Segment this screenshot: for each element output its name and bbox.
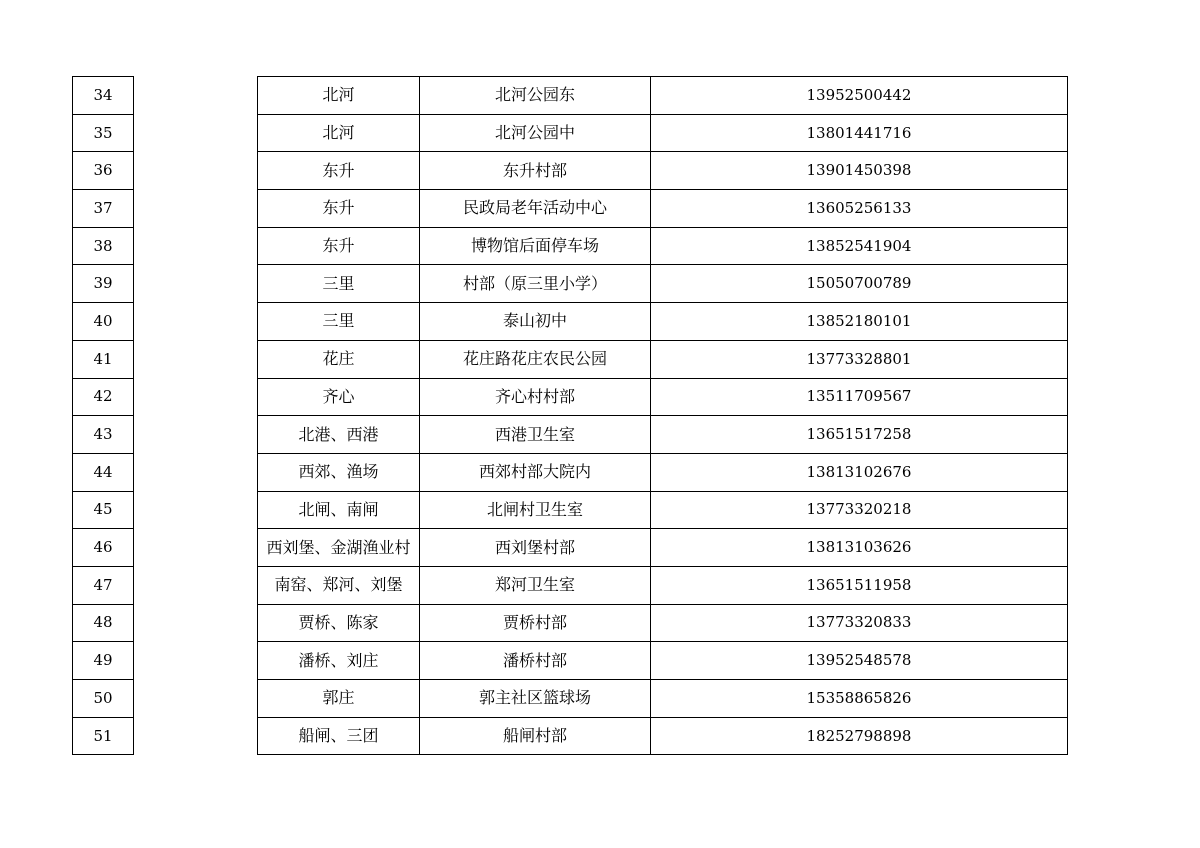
location-cell: 东升村部 <box>420 152 651 190</box>
phone-cell: 13651517258 <box>651 416 1068 454</box>
number-row <box>73 491 134 529</box>
row-number: 36 <box>73 152 134 190</box>
table-row <box>258 303 1068 341</box>
phone-cell: 13852541904 <box>651 227 1068 265</box>
phone-cell: 13773320833 <box>651 604 1068 642</box>
phone-cell: 13952548578 <box>651 642 1068 680</box>
area-cell: 潘桥、刘庄 <box>258 642 420 680</box>
number-row <box>73 303 134 341</box>
number-row <box>73 152 134 190</box>
row-number: 42 <box>73 378 134 416</box>
number-row <box>73 340 134 378</box>
site-contact-table <box>257 76 1068 755</box>
table-row <box>258 680 1068 718</box>
row-number: 43 <box>73 416 134 454</box>
row-number: 48 <box>73 604 134 642</box>
row-number: 50 <box>73 680 134 718</box>
number-row <box>73 680 134 718</box>
area-cell: 贾桥、陈家 <box>258 604 420 642</box>
table-row <box>258 604 1068 642</box>
table-row <box>258 77 1068 115</box>
location-cell: 村部（原三里小学） <box>420 265 651 303</box>
area-cell: 齐心 <box>258 378 420 416</box>
number-row <box>73 529 134 567</box>
area-cell: 西郊、渔场 <box>258 453 420 491</box>
number-row <box>73 265 134 303</box>
phone-cell: 13605256133 <box>651 190 1068 228</box>
area-cell: 北闸、南闸 <box>258 491 420 529</box>
table-row <box>258 717 1068 755</box>
row-number: 35 <box>73 114 134 152</box>
table-row <box>258 265 1068 303</box>
row-number: 34 <box>73 77 134 115</box>
table-row <box>258 152 1068 190</box>
row-number: 44 <box>73 453 134 491</box>
site-contact-body <box>258 77 1068 755</box>
area-cell: 船闸、三团 <box>258 717 420 755</box>
row-number-column <box>72 76 134 755</box>
area-cell: 三里 <box>258 265 420 303</box>
row-number-body <box>73 77 134 755</box>
location-cell: 郑河卫生室 <box>420 566 651 604</box>
row-number: 47 <box>73 566 134 604</box>
location-cell: 西郊村部大院内 <box>420 453 651 491</box>
location-cell: 西刘堡村部 <box>420 529 651 567</box>
location-cell: 贾桥村部 <box>420 604 651 642</box>
phone-cell: 13952500442 <box>651 77 1068 115</box>
phone-cell: 13511709567 <box>651 378 1068 416</box>
phone-cell: 13813102676 <box>651 453 1068 491</box>
row-number: 40 <box>73 303 134 341</box>
row-number: 46 <box>73 529 134 567</box>
number-row <box>73 77 134 115</box>
row-number: 45 <box>73 491 134 529</box>
location-cell: 郭主社区篮球场 <box>420 680 651 718</box>
number-row <box>73 642 134 680</box>
phone-cell: 13813103626 <box>651 529 1068 567</box>
number-row <box>73 190 134 228</box>
number-row <box>73 416 134 454</box>
table-row <box>258 114 1068 152</box>
area-cell: 东升 <box>258 190 420 228</box>
phone-cell: 15358865826 <box>651 680 1068 718</box>
area-cell: 北港、西港 <box>258 416 420 454</box>
number-row <box>73 378 134 416</box>
row-number: 39 <box>73 265 134 303</box>
phone-cell: 13901450398 <box>651 152 1068 190</box>
area-cell: 花庄 <box>258 340 420 378</box>
table-row <box>258 642 1068 680</box>
location-cell: 北河公园东 <box>420 77 651 115</box>
phone-cell: 13651511958 <box>651 566 1068 604</box>
number-row <box>73 227 134 265</box>
area-cell: 西刘堡、金湖渔业村 <box>258 529 420 567</box>
phone-cell: 15050700789 <box>651 265 1068 303</box>
row-number: 51 <box>73 717 134 755</box>
number-row <box>73 114 134 152</box>
row-number: 41 <box>73 340 134 378</box>
number-row <box>73 717 134 755</box>
phone-cell: 13852180101 <box>651 303 1068 341</box>
phone-cell: 13773328801 <box>651 340 1068 378</box>
location-cell: 博物馆后面停车场 <box>420 227 651 265</box>
number-row <box>73 453 134 491</box>
location-cell: 民政局老年活动中心 <box>420 190 651 228</box>
row-number: 37 <box>73 190 134 228</box>
area-cell: 北河 <box>258 114 420 152</box>
location-cell: 西港卫生室 <box>420 416 651 454</box>
number-row <box>73 566 134 604</box>
row-number: 49 <box>73 642 134 680</box>
location-cell: 齐心村村部 <box>420 378 651 416</box>
location-cell: 船闸村部 <box>420 717 651 755</box>
table-row <box>258 340 1068 378</box>
area-cell: 北河 <box>258 77 420 115</box>
location-cell: 泰山初中 <box>420 303 651 341</box>
table-row <box>258 378 1068 416</box>
table-row <box>258 566 1068 604</box>
table-row <box>258 529 1068 567</box>
phone-cell: 18252798898 <box>651 717 1068 755</box>
area-cell: 三里 <box>258 303 420 341</box>
area-cell: 南窑、郑河、刘堡 <box>258 566 420 604</box>
area-cell: 郭庄 <box>258 680 420 718</box>
location-cell: 潘桥村部 <box>420 642 651 680</box>
row-number: 38 <box>73 227 134 265</box>
location-cell: 北河公园中 <box>420 114 651 152</box>
table-row <box>258 453 1068 491</box>
table-row <box>258 491 1068 529</box>
phone-cell: 13801441716 <box>651 114 1068 152</box>
table-row <box>258 416 1068 454</box>
area-cell: 东升 <box>258 152 420 190</box>
table-row <box>258 190 1068 228</box>
table-row <box>258 227 1068 265</box>
area-cell: 东升 <box>258 227 420 265</box>
phone-cell: 13773320218 <box>651 491 1068 529</box>
number-row <box>73 604 134 642</box>
location-cell: 北闸村卫生室 <box>420 491 651 529</box>
location-cell: 花庄路花庄农民公园 <box>420 340 651 378</box>
